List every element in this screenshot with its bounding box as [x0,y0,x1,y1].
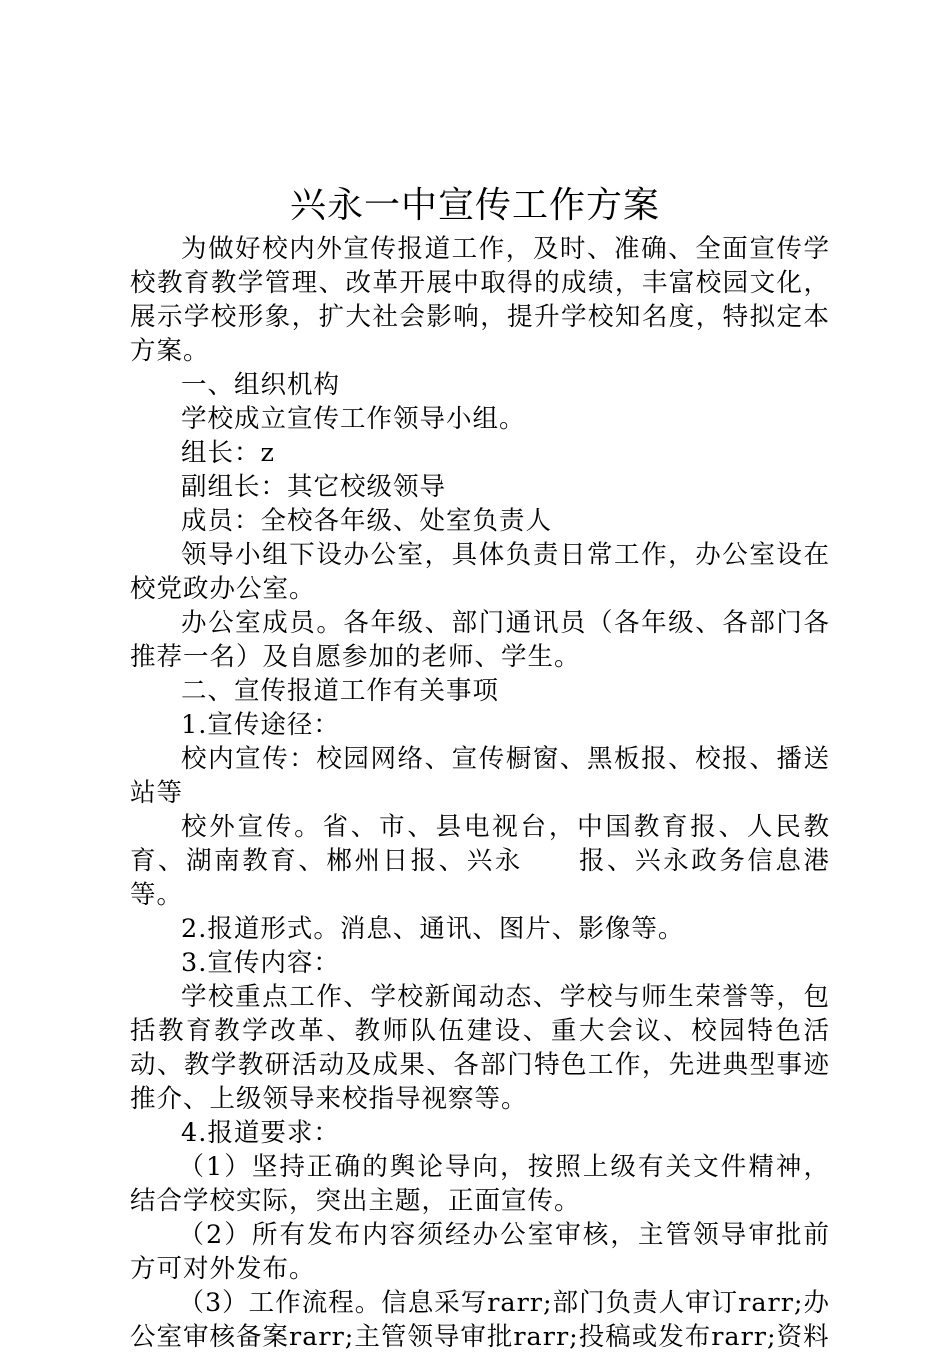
paragraph: 领导小组下设办公室，具体负责日常工作，办公室设在校党政办公室。 [130,540,830,604]
paragraph: 2.报道形式。消息、通讯、图片、影像等。 [181,914,685,944]
paragraph: 办公室成员。各年级、部门通讯员（各年级、各部门各推荐一名）及自愿参加的老师、学生。 [130,608,830,672]
section-heading-reporting: 二、宣传报道工作有关事项 [181,676,500,706]
paragraph: （2）所有发布内容须经办公室审核，主管领导审批前方可对外发布。 [130,1220,830,1284]
paragraph: 校内宣传：校园网络、宣传橱窗、黑板报、校报、播送站等 [130,744,830,808]
paragraph: （3）工作流程。信息采写rarr;部门负责人审订rarr;办公室审核备案rarr;主管领导审批rarr;投稿或发布rarr;资料 [130,1288,830,1352]
paragraph: （1）坚持正确的舆论导向，按照上级有关文件精神，结合学校实际，突出主题，正面宣传。 [130,1152,830,1216]
paragraph: 成员：全校各年级、处室负责人 [181,506,553,536]
paragraph: 1.宣传途径： [181,710,340,740]
paragraph: 学校成立宣传工作领导小组。 [181,404,526,434]
paragraph: 4.报道要求： [181,1118,340,1148]
document-body [130,232,830,1354]
paragraph: 副组长：其它校级领导 [181,472,447,502]
paragraph: 3.宣传内容： [181,948,340,978]
section-heading-organization: 一、组织机构 [181,370,341,400]
intro-paragraph: 为做好校内外宣传报道工作，及时、准确、全面宣传学校教育教学管理、改革开展中取得的成绩，丰富校园文化，展示学校形象，扩大社会影响，提升学校知名度，特拟定本方案。 [130,234,830,366]
document-title: 兴永一中宣传工作方案 [289,185,660,226]
paragraph: 组长：z [181,438,275,468]
paragraph: 校外宣传。省、市、县电视台，中国教育报、人民教育、湖南教育、郴州日报、兴永 报、兴永政务信息港等。 [130,812,830,910]
paragraph: 学校重点工作、学校新闻动态、学校与师生荣誉等，包括教育教学改革、教师队伍建设、重大会议、校园特色活动、教学教研活动及成果、各部门特色工作，先进典型事迹推介、上级领导来校指导视察等。 [130,982,830,1114]
